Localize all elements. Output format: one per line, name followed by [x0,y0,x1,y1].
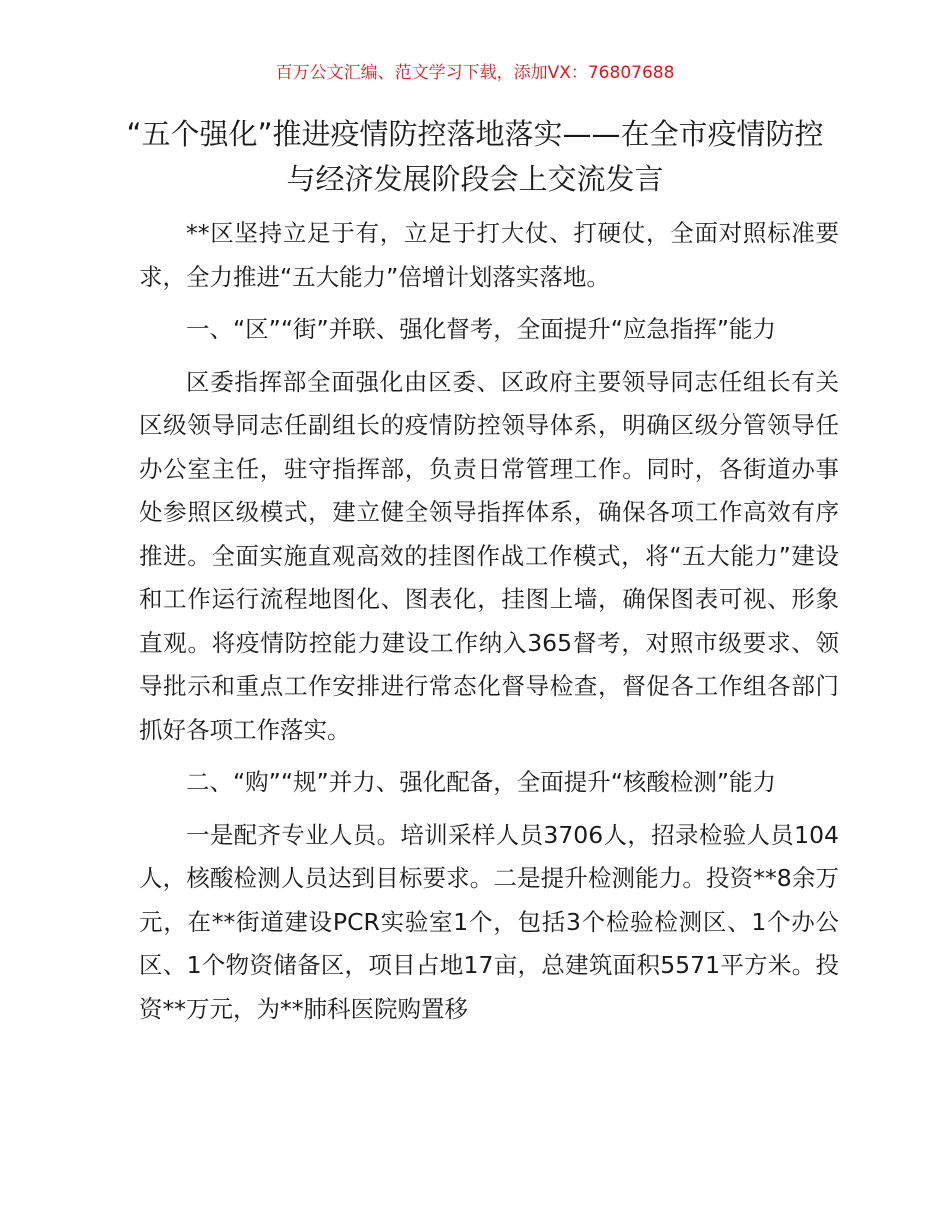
section-1-paragraph: 区委指挥部全面强化由区委、区政府主要领导同志任组长有关区级领导同志任副组长的疫情防控领导体系，明确区级分管领导任办公室主任，驻守指挥部，负责日常管理工作。同时，各街道办事处参照区级模式，建立健全领导指挥体系，确保各项工作高效有序推进。全面实施直观高效的挂图作战工作模式，将“五大能力”建设和工作运行流程地图化、图表化，挂图上墙，确保图表可视、形象直观。将疫情防控能力建设工作纳入365督考，对照市级要求、领导批示和重点工作安排进行常态化督导检查，督促各工作组各部门抓好各项工作落实。 [139,367,839,744]
section-heading-2: 二、“购”“规”并力、强化配备，全面提升“核酸检测”能力 [186,768,777,796]
section-2-paragraph: 一是配齐专业人员。培训采样人员3706人，招录检验人员104人，核酸检测人员达到目标要求。二是提升检测能力。投资**8余万元，在**街道建设PCR实验室1个，包括3个检验检测区、1个办公区、1个物资储备区，项目占地17亩，总建筑面积5571平方米。投资**万元，为**肺科医院购置移 [139,820,839,1023]
document-body [139,212,839,1040]
document-title: “五个强化”推进疫情防控落地落实——在全市疫情防控与经济发展阶段会上交流发言 [126,117,824,196]
intro-paragraph: **区坚持立足于有，立足于打大仗、打硬仗，全面对照标准要求，全力推进“五大能力”倍增计划落实落地。 [139,219,839,291]
section-heading-1: 一、“区”“街”并联、强化督考，全面提升“应急指挥”能力 [186,315,777,343]
header-watermark: 百万公文汇编、范文学习下载，添加VX：76807688 [275,63,675,83]
